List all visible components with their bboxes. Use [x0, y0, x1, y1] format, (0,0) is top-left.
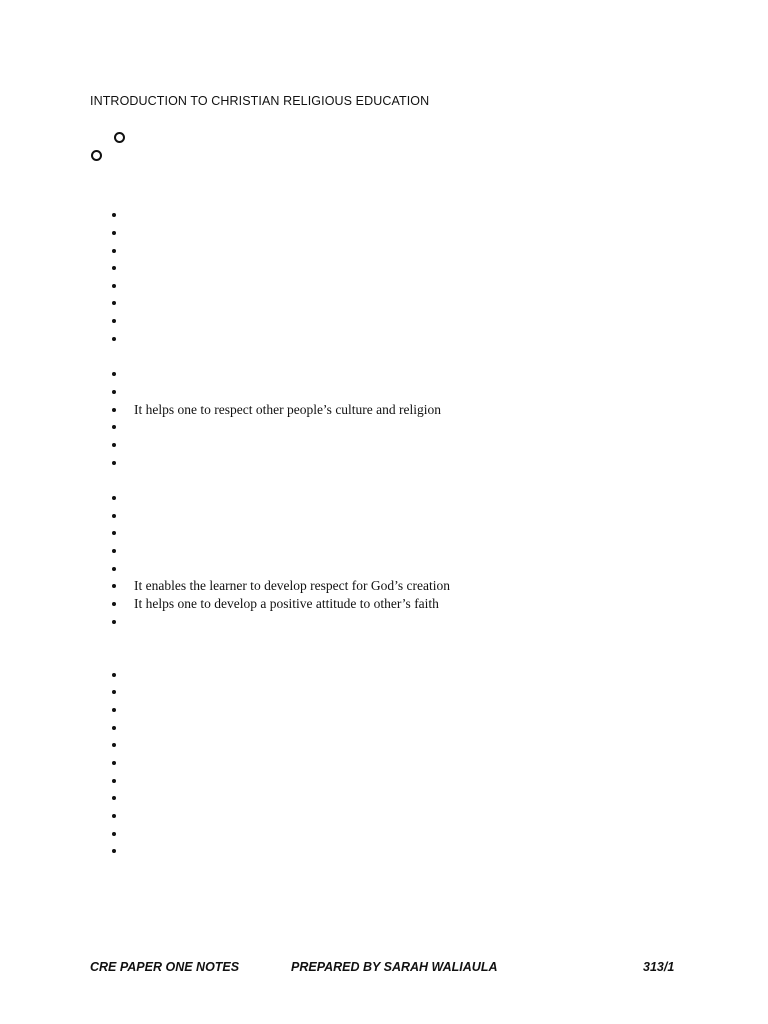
list-item — [110, 754, 116, 772]
list-item-text: It helps one to develop a positive attitude to other’s faith — [134, 596, 439, 611]
footer-right: 313/1 — [643, 960, 675, 974]
bullet-icon — [112, 266, 116, 270]
list-item-text: It helps one to respect other people’s culture and religion — [134, 402, 442, 417]
list-item — [110, 736, 116, 754]
bullet-icon — [112, 249, 116, 253]
list-item-text: It enables the learner to develop respect for God’s creation — [134, 578, 450, 593]
bullet-icon — [112, 673, 116, 677]
list-item — [110, 242, 116, 260]
bullet-icon — [112, 549, 116, 553]
document-heading: INTRODUCTION TO CHRISTIAN RELIGIOUS EDUCATION — [90, 94, 430, 108]
list-item — [110, 294, 116, 312]
list-item — [110, 807, 116, 825]
list-item — [110, 259, 116, 277]
list-item — [110, 312, 116, 330]
bullet-icon — [112, 301, 116, 305]
list-item — [110, 330, 116, 348]
list-item — [110, 842, 116, 860]
bullet-icon — [112, 832, 116, 836]
list-item — [110, 436, 116, 454]
list-item — [110, 719, 116, 737]
bullet-icon — [112, 567, 116, 571]
bullet-icon — [112, 690, 116, 694]
list-item — [110, 224, 116, 242]
bullet-icon — [112, 779, 116, 783]
list-item — [110, 206, 116, 224]
list-item — [110, 365, 116, 383]
bullet-icon — [112, 319, 116, 323]
list-item — [110, 542, 116, 560]
list-item — [110, 418, 116, 436]
bullet-icon — [112, 514, 116, 518]
list-item — [110, 825, 116, 843]
bullet-icon — [112, 602, 116, 606]
list-item — [110, 507, 116, 525]
bullet-icon — [112, 761, 116, 765]
bullet-icon — [112, 231, 116, 235]
footer-center: PREPARED BY SARAH WALIAULA — [291, 960, 498, 974]
list-item — [110, 772, 116, 790]
bullet-icon — [112, 743, 116, 747]
bullet-icon — [112, 496, 116, 500]
bullet-icon — [112, 390, 116, 394]
bullet-icon — [112, 531, 116, 535]
list-item — [110, 577, 450, 595]
list-item — [110, 666, 116, 684]
bullet-icon — [112, 213, 116, 217]
bullet-icon — [112, 620, 116, 624]
list-item — [110, 613, 116, 631]
bullet-icon — [112, 284, 116, 288]
bullet-icon — [112, 849, 116, 853]
list-item — [110, 560, 116, 578]
list-item — [110, 489, 116, 507]
bullet-icon — [112, 796, 116, 800]
list-item — [110, 701, 116, 719]
list-item — [110, 401, 442, 419]
list-item — [110, 524, 116, 542]
bullet-icon — [112, 726, 116, 730]
bullet-icon — [112, 372, 116, 376]
bullet-icon — [112, 814, 116, 818]
list-item — [110, 383, 116, 401]
list-item — [110, 683, 116, 701]
list-item — [110, 789, 116, 807]
list-item — [110, 454, 116, 472]
bullet-icon — [112, 425, 116, 429]
bullet-icon — [112, 708, 116, 712]
bullet-icon — [112, 443, 116, 447]
bullet-icon — [112, 408, 116, 412]
bullet-icon — [112, 461, 116, 465]
list-item — [110, 277, 116, 295]
footer-left: CRE PAPER ONE NOTES — [90, 960, 240, 974]
bullet-icon — [112, 584, 116, 588]
list-item — [110, 595, 439, 613]
bullet-icon — [112, 337, 116, 341]
